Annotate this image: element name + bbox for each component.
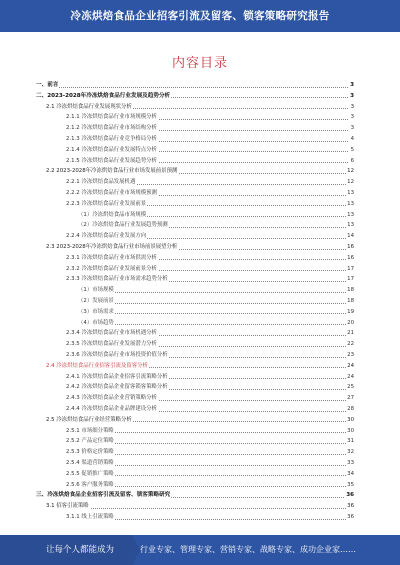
toc-entry-page: 18 (347, 298, 354, 304)
toc-entry[interactable] (36, 285, 354, 295)
toc-entry-page: 34 (347, 470, 354, 477)
toc-entry-label: （1）市场规模 (78, 287, 114, 294)
toc-entry[interactable] (36, 480, 354, 490)
toc-heading: 内容目录 (171, 56, 228, 71)
toc-entry[interactable] (36, 458, 354, 468)
toc-entry-page: 16 (347, 254, 354, 261)
toc-entry-label: 2.2.4 冷冻烘焙食品行业发展方向 (66, 233, 147, 240)
toc-entry-page: 13 (347, 211, 354, 218)
toc-entry-page: 3 (350, 82, 354, 88)
toc-entry-label: 2.3.2 冷冻烘焙食品行业发展前景分析 (66, 265, 157, 272)
toc-entry[interactable] (36, 177, 354, 187)
toc-entry-label: 2.1.3 冷冻烘焙食品行业竞争格局分析 (66, 136, 157, 142)
toc-entry[interactable] (36, 231, 354, 241)
toc-entry-label: 2.2.3 冷冻烘焙食品行业发展前景 (66, 200, 147, 207)
toc-entry-page: 25 (347, 384, 354, 391)
report-title: 冷冻烘焙食品企业招客引流及留客、锁客策略研究报告 (70, 10, 330, 22)
toc-entry[interactable] (36, 393, 354, 403)
toc-entry-label: 2.1.1 冷冻烘焙食品行业市场规模分析 (66, 114, 157, 121)
toc-entry-page: 17 (347, 276, 354, 283)
toc-entry-label: 2.3.1 冷冻烘焙食品行业市场供需分析 (66, 254, 157, 261)
toc-entry-label: 2.5.2 产品定位策略 (66, 438, 114, 445)
toc-entry[interactable] (36, 501, 354, 511)
footer-slogan-right: 行业专家、管理专家、营销专家、战略专家、成功企业家…… (140, 545, 356, 554)
toc-entry-page: 3 (350, 92, 354, 99)
toc-entry-page: 24 (347, 373, 354, 380)
toc-entry[interactable] (36, 242, 354, 252)
toc-leader-dots (78, 324, 348, 325)
toc-entry[interactable] (36, 361, 354, 371)
toc-entry[interactable] (36, 296, 354, 306)
toc-entry-page: 14 (347, 233, 354, 240)
toc-entry-label: 2.2 2023-2028年冷冻烘焙食品行业市场发展前景预测 (46, 168, 178, 175)
toc-entry[interactable] (36, 426, 354, 436)
toc-entry[interactable] (36, 469, 354, 479)
toc-entry[interactable] (36, 166, 354, 176)
toc-entry[interactable] (36, 274, 354, 284)
toc-entry-label: 一、前言 (36, 82, 59, 88)
toc-entry-label: 2.2.1 冷冻烘焙食品发展机遇 (66, 179, 136, 186)
toc-entry[interactable] (36, 253, 354, 263)
toc-entry-label: 2.5 冷冻烘焙食品行业经营策略分析 (46, 416, 132, 423)
toc-entry-page: 4 (350, 136, 354, 142)
toc-entry-label: （2）发展前景 (78, 298, 114, 304)
toc-entry-label: 2.4.1 冷冻烘焙食品企业招客引流策略分析 (66, 373, 168, 380)
toc-entry-page: 22 (347, 341, 354, 348)
toc-entry[interactable] (36, 80, 354, 90)
toc-entry-label: 2.1.4 冷冻烘焙食品行业发展特点分析 (66, 146, 157, 153)
toc-entry-page: 23 (347, 352, 354, 358)
toc-entry-page: 32 (347, 449, 354, 456)
report-header (0, 0, 400, 32)
toc-entry[interactable] (36, 447, 354, 457)
toc-entry[interactable] (36, 307, 354, 317)
toc-entry-page: 13 (347, 222, 354, 229)
toc-entry-page: 12 (347, 179, 354, 186)
toc-entry-label: 2.1.2 冷冻烘焙食品行业市场结构分析 (66, 125, 157, 132)
footer-arrow-icon (132, 535, 140, 565)
toc-entry[interactable] (36, 436, 354, 446)
toc-entry-label: 2.4.4 冷冻烘焙食品企业品牌建设分析 (66, 406, 157, 412)
toc-leader-dots (78, 303, 348, 304)
toc-entry-label: （2）冷冻烘焙食品行业发展趋势预测 (78, 222, 168, 229)
toc-leader-dots (78, 313, 348, 314)
toc-entry-label: 2.4.2 冷冻烘焙食品企业留客锁客策略分析 (66, 384, 168, 391)
toc-entry-label: （1）冷冻烘焙食品市场规模 (78, 211, 147, 218)
toc-entry-page: 30 (347, 427, 354, 434)
toc-entry[interactable] (36, 145, 354, 155)
toc-entry-label: 2.1 冷冻烘焙食品行业发展现状分析 (46, 103, 132, 110)
toc-entry-page: 36 (347, 514, 354, 520)
toc-entry-label: （4）市场趋势 (78, 319, 114, 326)
toc-entry[interactable] (36, 156, 354, 166)
toc-entry-page: 3 (350, 125, 354, 132)
toc-entry-label: 2.4.3 冷冻烘焙食品企业营销策略分析 (66, 395, 157, 402)
toc-entry[interactable] (36, 490, 354, 500)
toc-entry-label: 2.5.5 促销推广策略 (66, 470, 114, 477)
toc-leader-dots (46, 508, 348, 509)
toc-entry[interactable] (36, 134, 354, 144)
toc-entry-page: 35 (347, 481, 354, 488)
toc-entry[interactable] (36, 210, 354, 220)
toc-entry-page: 21 (347, 330, 354, 337)
toc-entry-page: 27 (347, 395, 354, 402)
toc-entry-label: （3）市场需求 (78, 308, 114, 315)
toc-entry[interactable] (36, 372, 354, 382)
toc-entry-label: 2.5.1 市场细分策略 (66, 427, 114, 434)
footer-slogan-left: 让每个人都能成为 (0, 535, 132, 565)
toc-entry-page: 16 (347, 244, 354, 250)
toc-entry-page: 19 (347, 308, 354, 315)
toc-leader-dots (78, 292, 348, 293)
toc-entry-label: 2.3.3 冷冻烘焙食品行业市场需求趋势分析 (66, 276, 168, 283)
toc-entry-label: 2.2.2 冷冻烘焙食品行业市场规模预测 (66, 190, 157, 196)
toc-entry-page: 3 (350, 103, 354, 110)
footer-banner (0, 535, 400, 565)
toc-leader-dots (36, 87, 348, 88)
toc-entry-label: 2.3 2023-2028年冷冻烘焙食品行业市场前景展望分析 (46, 244, 178, 250)
toc-entry[interactable] (36, 112, 354, 122)
toc-entry-page: 3 (350, 114, 354, 121)
toc-entry-label: 3.1 招客引流策略 (46, 503, 89, 510)
toc-entry-label: 2.5.4 渠道营销策略 (66, 460, 114, 466)
toc-entry-page: 28 (347, 406, 354, 412)
toc-entry[interactable] (36, 123, 354, 133)
toc-entry-label: 2.3.5 冷冻烘焙食品行业发展潜力分析 (66, 341, 157, 348)
toc-entry[interactable] (36, 382, 354, 392)
toc-entry-page: 12 (347, 168, 354, 175)
toc-entry[interactable] (36, 91, 354, 101)
toc-entry-label: 2.3.6 冷冻烘焙食品行业市场投资价值分析 (66, 352, 168, 358)
toc-entry-label: 2.1.5 冷冻烘焙食品行业发展趋势分析 (66, 157, 157, 164)
toc-entry[interactable] (36, 512, 354, 522)
toc-entry-label: 2.4 冷冻烘焙食品行业招客引流及留客分析 (46, 362, 148, 369)
toc-entry-page: 36 (346, 492, 354, 499)
toc-entry-label: 3.1.1 线上引流策略 (66, 514, 114, 520)
toc-entry-page: 36 (347, 503, 354, 510)
table-of-contents (36, 80, 354, 528)
toc-entry[interactable] (36, 102, 354, 112)
toc-entry-page: 20 (347, 319, 354, 326)
toc-entry[interactable] (36, 339, 354, 349)
toc-entry-label: 二、2023-2028年冷冻烘焙食品行业发展及趋势分析 (36, 92, 171, 99)
toc-entry-page: 6 (350, 157, 354, 164)
toc-entry-label: 2.5.6 客户服务策略 (66, 481, 114, 488)
toc-entry-label: 三、冷冻烘焙食品企业招客引流及留客、锁客策略研究 (36, 492, 171, 499)
toc-entry-page: 13 (347, 200, 354, 207)
toc-entry-page: 13 (347, 190, 354, 196)
toc-entry-page: 18 (347, 287, 354, 294)
toc-entry-page: 31 (347, 438, 354, 445)
toc-entry-page: 30 (347, 416, 354, 423)
toc-entry-page: 5 (350, 146, 354, 153)
toc-entry-label: 2.5.3 价格定价策略 (66, 449, 114, 456)
toc-entry[interactable] (36, 328, 354, 338)
toc-entry[interactable] (36, 188, 354, 198)
toc-entry[interactable] (36, 350, 354, 360)
toc-entry-page: 24 (347, 362, 354, 369)
toc-entry-label: 2.3.4 冷冻烘焙食品行业市场机遇分析 (66, 330, 157, 337)
toc-entry[interactable] (36, 318, 354, 328)
toc-entry[interactable] (36, 404, 354, 414)
toc-entry-page: 33 (347, 460, 354, 466)
toc-entry[interactable] (36, 415, 354, 425)
toc-entry[interactable] (36, 199, 354, 209)
toc-entry[interactable] (36, 264, 354, 274)
toc-entry[interactable] (36, 220, 354, 230)
toc-entry-page: 17 (347, 265, 354, 272)
